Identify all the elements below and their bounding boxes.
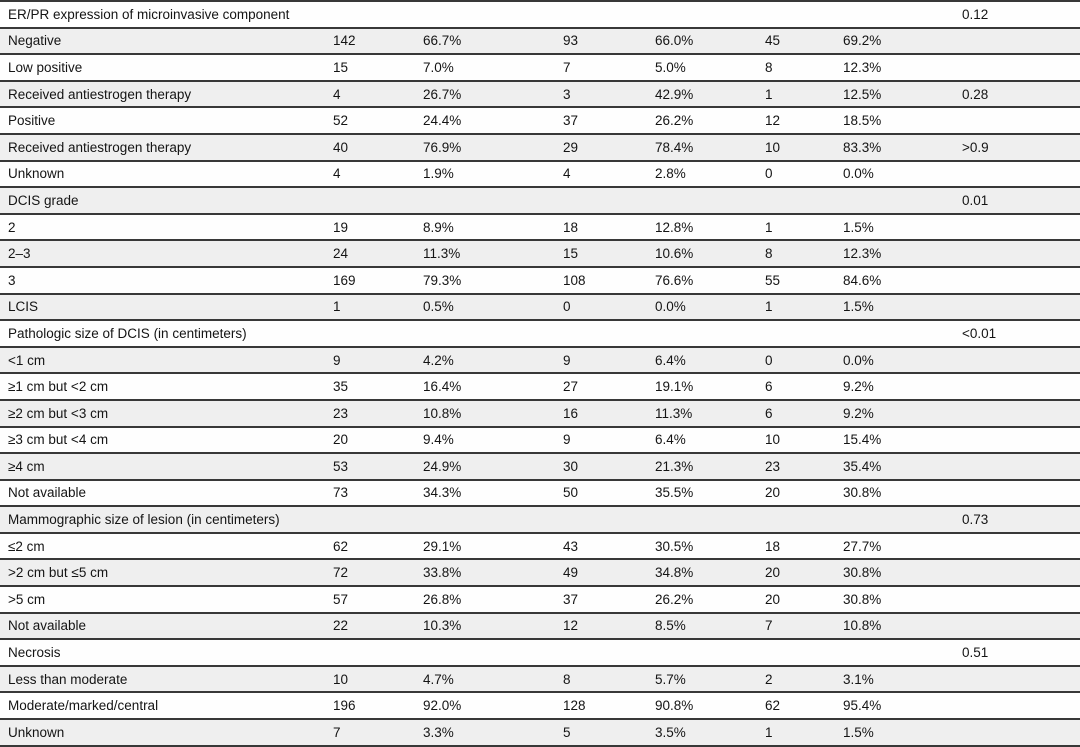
percent-cell: 9.4%: [415, 427, 555, 454]
percent-cell: 76.9%: [415, 134, 555, 161]
count-cell: 1: [757, 81, 835, 108]
count-cell: [757, 1, 835, 28]
percent-cell: 9.2%: [835, 373, 954, 400]
count-cell: 20: [757, 586, 835, 613]
table-row: [0, 54, 1080, 81]
percent-cell: 76.6%: [647, 267, 757, 294]
percent-cell: 26.2%: [647, 107, 757, 134]
count-cell: 4: [325, 161, 415, 188]
percent-cell: 5.0%: [647, 54, 757, 81]
percent-cell: 0.5%: [415, 294, 555, 321]
percent-cell: [647, 187, 757, 214]
count-cell: 52: [325, 107, 415, 134]
count-cell: 29: [555, 134, 647, 161]
percent-cell: 27.7%: [835, 533, 954, 560]
p-value-cell: [954, 719, 1080, 746]
count-cell: [325, 187, 415, 214]
row-label: Received antiestrogen therapy: [0, 134, 325, 161]
count-cell: 108: [555, 267, 647, 294]
count-cell: 8: [555, 666, 647, 693]
percent-cell: 16.4%: [415, 373, 555, 400]
percent-cell: 15.4%: [835, 427, 954, 454]
section-row: [0, 506, 1080, 533]
row-label: ER/PR expression of microinvasive component: [0, 1, 325, 28]
percent-cell: [647, 320, 757, 347]
p-value-cell: [954, 400, 1080, 427]
percent-cell: 0.0%: [835, 347, 954, 374]
percent-cell: 12.3%: [835, 240, 954, 267]
percent-cell: 10.6%: [647, 240, 757, 267]
percent-cell: 4.7%: [415, 666, 555, 693]
row-label: Low positive: [0, 54, 325, 81]
count-cell: 19: [325, 214, 415, 241]
count-cell: 2: [757, 666, 835, 693]
row-label: <1 cm: [0, 347, 325, 374]
count-cell: 43: [555, 533, 647, 560]
section-row: [0, 320, 1080, 347]
percent-cell: 3.1%: [835, 666, 954, 693]
count-cell: 7: [325, 719, 415, 746]
count-cell: 23: [757, 453, 835, 480]
percent-cell: 26.8%: [415, 586, 555, 613]
percent-cell: 3.5%: [647, 719, 757, 746]
count-cell: 10: [325, 666, 415, 693]
count-cell: [555, 320, 647, 347]
p-value-cell: [954, 161, 1080, 188]
table-row: [0, 134, 1080, 161]
count-cell: 0: [757, 161, 835, 188]
count-cell: 37: [555, 586, 647, 613]
count-cell: 128: [555, 692, 647, 719]
count-cell: [555, 187, 647, 214]
table-row: [0, 427, 1080, 454]
p-value-cell: [954, 613, 1080, 640]
count-cell: 1: [757, 214, 835, 241]
percent-cell: 30.8%: [835, 559, 954, 586]
row-label: 2–3: [0, 240, 325, 267]
count-cell: 93: [555, 28, 647, 55]
table-row: [0, 719, 1080, 746]
p-value-cell: [954, 107, 1080, 134]
table-row: [0, 453, 1080, 480]
count-cell: 20: [325, 427, 415, 454]
row-label: DCIS grade: [0, 187, 325, 214]
section-row: [0, 639, 1080, 666]
percent-cell: 30.8%: [835, 586, 954, 613]
table-row: [0, 107, 1080, 134]
percent-cell: 3.3%: [415, 719, 555, 746]
count-cell: 3: [555, 81, 647, 108]
count-cell: 10: [757, 427, 835, 454]
percent-cell: 66.7%: [415, 28, 555, 55]
percent-cell: [647, 1, 757, 28]
percent-cell: 10.8%: [415, 400, 555, 427]
percent-cell: 7.0%: [415, 54, 555, 81]
p-value-cell: 0.01: [954, 187, 1080, 214]
p-value-cell: [954, 666, 1080, 693]
p-value-cell: [954, 427, 1080, 454]
table-row: [0, 347, 1080, 374]
p-value-cell: 0.51: [954, 639, 1080, 666]
count-cell: 37: [555, 107, 647, 134]
count-cell: 142: [325, 28, 415, 55]
count-cell: 16: [555, 400, 647, 427]
percent-cell: 8.9%: [415, 214, 555, 241]
table-row: [0, 81, 1080, 108]
percent-cell: 18.5%: [835, 107, 954, 134]
percent-cell: 24.4%: [415, 107, 555, 134]
count-cell: 169: [325, 267, 415, 294]
percent-cell: 10.8%: [835, 613, 954, 640]
table-row: [0, 267, 1080, 294]
percent-cell: [835, 187, 954, 214]
table-row: [0, 559, 1080, 586]
count-cell: 10: [757, 134, 835, 161]
percent-cell: 1.5%: [835, 294, 954, 321]
table-row: [0, 373, 1080, 400]
p-value-cell: [954, 240, 1080, 267]
table-row: [0, 161, 1080, 188]
table-row: [0, 28, 1080, 55]
count-cell: 50: [555, 480, 647, 507]
count-cell: 12: [555, 613, 647, 640]
percent-cell: 34.3%: [415, 480, 555, 507]
count-cell: 12: [757, 107, 835, 134]
count-cell: 72: [325, 559, 415, 586]
percent-cell: 11.3%: [415, 240, 555, 267]
percent-cell: 66.0%: [647, 28, 757, 55]
count-cell: 18: [555, 214, 647, 241]
count-cell: 4: [555, 161, 647, 188]
count-cell: 196: [325, 692, 415, 719]
percent-cell: [647, 506, 757, 533]
row-label: Received antiestrogen therapy: [0, 81, 325, 108]
percent-cell: 69.2%: [835, 28, 954, 55]
percent-cell: 1.5%: [835, 214, 954, 241]
count-cell: [555, 1, 647, 28]
count-cell: 4: [325, 81, 415, 108]
percent-cell: 12.5%: [835, 81, 954, 108]
percent-cell: [415, 1, 555, 28]
count-cell: 15: [325, 54, 415, 81]
count-cell: 7: [757, 613, 835, 640]
section-row: [0, 1, 1080, 28]
p-value-cell: 0.12: [954, 1, 1080, 28]
table-row: [0, 692, 1080, 719]
count-cell: 0: [757, 347, 835, 374]
percent-cell: [835, 639, 954, 666]
p-value-cell: [954, 533, 1080, 560]
p-value-cell: [954, 28, 1080, 55]
table-row: [0, 240, 1080, 267]
p-value-cell: [954, 480, 1080, 507]
percent-cell: 95.4%: [835, 692, 954, 719]
percent-cell: 92.0%: [415, 692, 555, 719]
count-cell: [757, 187, 835, 214]
percent-cell: [647, 639, 757, 666]
count-cell: [757, 506, 835, 533]
count-cell: 45: [757, 28, 835, 55]
count-cell: 5: [555, 719, 647, 746]
row-label: Not available: [0, 480, 325, 507]
count-cell: 6: [757, 400, 835, 427]
percent-cell: 10.3%: [415, 613, 555, 640]
count-cell: 53: [325, 453, 415, 480]
percent-cell: 2.8%: [647, 161, 757, 188]
percent-cell: [415, 639, 555, 666]
count-cell: 1: [325, 294, 415, 321]
percent-cell: 26.2%: [647, 586, 757, 613]
row-label: ≥3 cm but <4 cm: [0, 427, 325, 454]
count-cell: 57: [325, 586, 415, 613]
percent-cell: 4.2%: [415, 347, 555, 374]
percent-cell: 78.4%: [647, 134, 757, 161]
row-label: Necrosis: [0, 639, 325, 666]
percent-cell: 19.1%: [647, 373, 757, 400]
table-row: [0, 214, 1080, 241]
count-cell: [757, 639, 835, 666]
p-value-cell: [954, 586, 1080, 613]
count-cell: 9: [325, 347, 415, 374]
percent-cell: 34.8%: [647, 559, 757, 586]
percent-cell: [415, 506, 555, 533]
percent-cell: 26.7%: [415, 81, 555, 108]
table-row: [0, 613, 1080, 640]
table-row: [0, 533, 1080, 560]
row-label: ≥1 cm but <2 cm: [0, 373, 325, 400]
count-cell: [325, 1, 415, 28]
row-label: >2 cm but ≤5 cm: [0, 559, 325, 586]
percent-cell: 30.5%: [647, 533, 757, 560]
percent-cell: 84.6%: [835, 267, 954, 294]
count-cell: 23: [325, 400, 415, 427]
percent-cell: 0.0%: [647, 294, 757, 321]
row-label: Moderate/marked/central: [0, 692, 325, 719]
p-value-cell: [954, 453, 1080, 480]
p-value-cell: [954, 692, 1080, 719]
count-cell: 30: [555, 453, 647, 480]
row-label: ≥4 cm: [0, 453, 325, 480]
percent-cell: 9.2%: [835, 400, 954, 427]
percent-cell: [415, 320, 555, 347]
row-label: Positive: [0, 107, 325, 134]
row-label: ≥2 cm but <3 cm: [0, 400, 325, 427]
percent-cell: [415, 187, 555, 214]
percent-cell: 24.9%: [415, 453, 555, 480]
percent-cell: 12.8%: [647, 214, 757, 241]
percent-cell: 8.5%: [647, 613, 757, 640]
count-cell: [555, 506, 647, 533]
percent-cell: 30.8%: [835, 480, 954, 507]
percent-cell: 0.0%: [835, 161, 954, 188]
count-cell: [325, 639, 415, 666]
percent-cell: 5.7%: [647, 666, 757, 693]
percent-cell: 33.8%: [415, 559, 555, 586]
row-label: Pathologic size of DCIS (in centimeters): [0, 320, 325, 347]
count-cell: [325, 320, 415, 347]
row-label: LCIS: [0, 294, 325, 321]
percent-cell: 42.9%: [647, 81, 757, 108]
count-cell: 27: [555, 373, 647, 400]
percent-cell: 12.3%: [835, 54, 954, 81]
p-value-cell: <0.01: [954, 320, 1080, 347]
row-label: 2: [0, 214, 325, 241]
row-label: Negative: [0, 28, 325, 55]
p-value-cell: [954, 347, 1080, 374]
count-cell: 1: [757, 719, 835, 746]
percent-cell: 11.3%: [647, 400, 757, 427]
row-label: Unknown: [0, 161, 325, 188]
table-row: [0, 294, 1080, 321]
count-cell: 6: [757, 373, 835, 400]
percent-cell: 21.3%: [647, 453, 757, 480]
count-cell: 9: [555, 427, 647, 454]
count-cell: 0: [555, 294, 647, 321]
percent-cell: 90.8%: [647, 692, 757, 719]
count-cell: 49: [555, 559, 647, 586]
p-value-cell: >0.9: [954, 134, 1080, 161]
row-label: Less than moderate: [0, 666, 325, 693]
count-cell: 15: [555, 240, 647, 267]
count-cell: 40: [325, 134, 415, 161]
p-value-cell: [954, 373, 1080, 400]
percent-cell: 79.3%: [415, 267, 555, 294]
count-cell: 22: [325, 613, 415, 640]
count-cell: [757, 320, 835, 347]
p-value-cell: [954, 559, 1080, 586]
count-cell: 18: [757, 533, 835, 560]
count-cell: [325, 506, 415, 533]
table-body: [0, 1, 1080, 746]
count-cell: 20: [757, 480, 835, 507]
count-cell: 55: [757, 267, 835, 294]
count-cell: 9: [555, 347, 647, 374]
row-label: Not available: [0, 613, 325, 640]
p-value-cell: [954, 214, 1080, 241]
p-value-cell: [954, 294, 1080, 321]
p-value-cell: [954, 267, 1080, 294]
p-value-cell: [954, 54, 1080, 81]
row-label: Mammographic size of lesion (in centimeters): [0, 506, 325, 533]
count-cell: 62: [757, 692, 835, 719]
percent-cell: 83.3%: [835, 134, 954, 161]
table-row: [0, 586, 1080, 613]
percent-cell: [835, 1, 954, 28]
count-cell: 35: [325, 373, 415, 400]
percent-cell: 35.5%: [647, 480, 757, 507]
section-row: [0, 187, 1080, 214]
percent-cell: 1.9%: [415, 161, 555, 188]
count-cell: 7: [555, 54, 647, 81]
count-cell: 24: [325, 240, 415, 267]
p-value-cell: 0.28: [954, 81, 1080, 108]
row-label: 3: [0, 267, 325, 294]
percent-cell: 6.4%: [647, 347, 757, 374]
percent-cell: [835, 506, 954, 533]
count-cell: 8: [757, 54, 835, 81]
table-row: [0, 666, 1080, 693]
table-row: [0, 480, 1080, 507]
count-cell: 1: [757, 294, 835, 321]
p-value-cell: 0.73: [954, 506, 1080, 533]
count-cell: [555, 639, 647, 666]
row-label: ≤2 cm: [0, 533, 325, 560]
table-row: [0, 400, 1080, 427]
count-cell: 62: [325, 533, 415, 560]
percent-cell: [835, 320, 954, 347]
count-cell: 73: [325, 480, 415, 507]
row-label: >5 cm: [0, 586, 325, 613]
percent-cell: 29.1%: [415, 533, 555, 560]
count-cell: 20: [757, 559, 835, 586]
row-label: Unknown: [0, 719, 325, 746]
percent-cell: 6.4%: [647, 427, 757, 454]
count-cell: 8: [757, 240, 835, 267]
percent-cell: 1.5%: [835, 719, 954, 746]
percent-cell: 35.4%: [835, 453, 954, 480]
